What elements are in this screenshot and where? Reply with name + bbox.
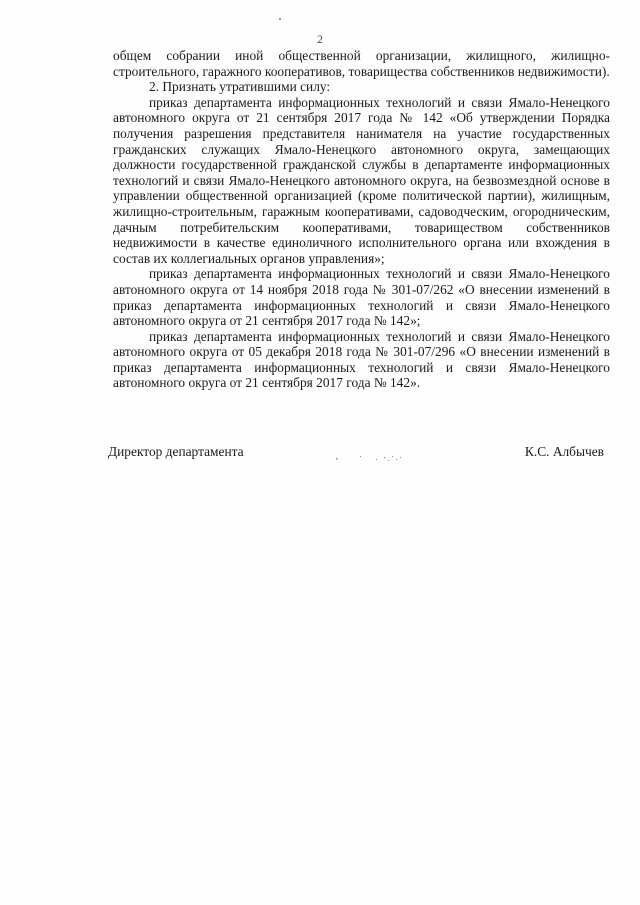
paragraph-5: приказ департамента информационных технологий и связи Ямало-Ненецкого автономного округа от 05 декабря 2018 года № 301-07/296 «О внесении изменений в приказ департамента информационных технологий и связи Ямало-Ненецкого автономного округа от 21 сентября 2017 года № 142». bbox=[113, 328, 610, 391]
document-body bbox=[113, 48, 610, 391]
signatory-name: К.С. Албычев bbox=[524, 444, 604, 459]
paragraph-1: общем собрании иной общественной организации, жилищного, жилищно-строительного, гаражного кооперативов, товарищества собственников недвижимости). bbox=[113, 48, 610, 79]
signature-scan-mark bbox=[330, 452, 410, 466]
scan-dot bbox=[279, 18, 281, 20]
paragraph-4: приказ департамента информационных технологий и связи Ямало-Ненецкого автономного округа от 14 ноября 2018 года № 301-07/262 «О внесении изменений в приказ департамента информационных технологий и связи Ямало-Ненецкого автономного округа от 21 сентября 2017 года № 142»; bbox=[113, 266, 610, 329]
paragraph-2: 2. Признать утратившими силу: bbox=[149, 79, 331, 95]
page-number: 2 bbox=[317, 32, 323, 46]
paragraph-3: приказ департамента информационных технологий и связи Ямало-Ненецкого автономного округа от 21 сентября 2017 года № 142 «Об утверждении Порядка получения разрешения представителя нанимателя на участие государственных гражданских служащих Ямало-Ненецкого автономного округа, замещающих должности государственной гражданской службы в департаменте информационных технологий и связи Ямало-Ненецкого автономного округа, на безвозмездной основе в управлении общественной организацией (кроме политической партии), жилищным, жилищно-строительным, гаражным кооперативами, садоводческим, огородническим, дачным потребительским кооперативами, товариществом собственников недвижимости в качестве единоличного исполнительного органа или вхождения в состав их коллегиальных органов управления»; bbox=[113, 94, 610, 266]
signatory-title: Директор департамента bbox=[108, 444, 244, 459]
